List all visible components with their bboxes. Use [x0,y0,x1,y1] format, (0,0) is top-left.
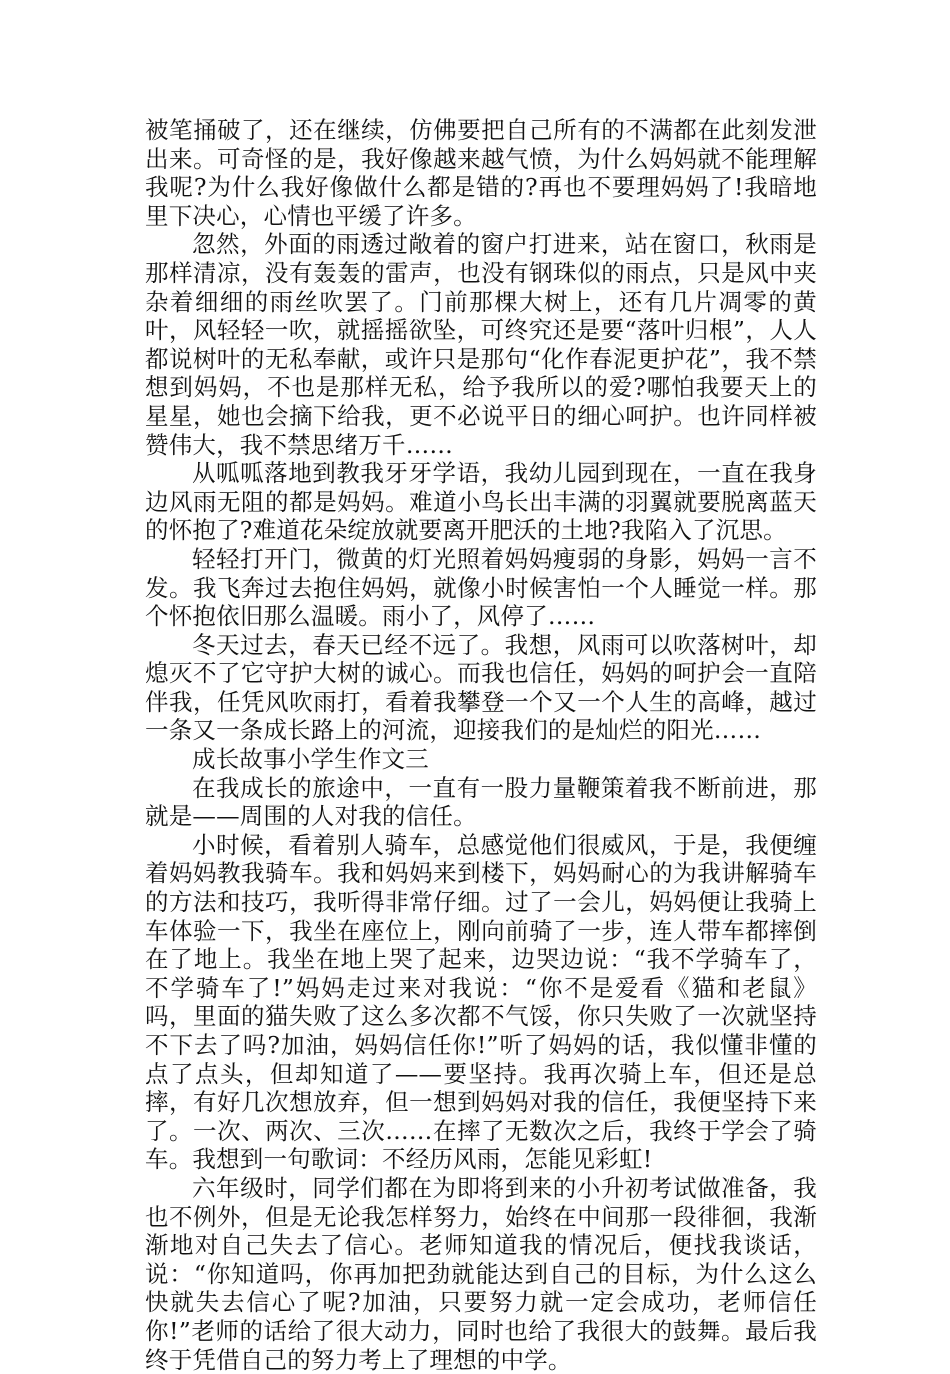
paragraph-2: 忽然，外面的雨透过敞着的窗户打进来，站在窗口，秋雨是那样清凉，没有轰轰的雷声，也没有钢珠似的雨点，只是风中夹杂着细细的雨丝吹罢了。门前那棵大树上，还有几片凋零的黄叶，风轻轻一吹，就摇摇欲坠，可终究还是要“落叶归根”，人人都说树叶的无私奉献，或许只是那句“化作春泥更护花”，我不禁想到妈妈，不也是那样无私，给予我所以的爱?哪怕我要天上的星星，她也会摘下给我，更不必说平日的细心呵护。也许同样被赞伟大，我不禁思绪万千…… [145,230,817,459]
paragraph-1: 被笔捅破了，还在继续，仿佛要把自己所有的不满都在此刻发泄出来。可奇怪的是，我好像越来越气愤，为什么妈妈就不能理解我呢?为什么我好像做什么都是错的?再也不要理妈妈了!我暗地里下决心，心情也平缓了许多。 [145,116,817,230]
paragraph-8: 六年级时，同学们都在为即将到来的小升初考试做准备，我也不例外，但是无论我怎样努力，始终在中间那一段徘徊，我渐渐地对自己失去了信心。老师知道我的情况后，便找我谈话，说：“你知道吗，你再加把劲就能达到自己的目标，为什么这么快就失去信心了呢?加油，只要努力就一定会成功，老师信任你!”老师的话给了很大动力，同时也给了我很大的鼓舞。最后我终于凭借自己的努力考上了理想的中学。 [145,1173,817,1374]
paragraph-5: 冬天过去，春天已经不远了。我想，风雨可以吹落树叶，却熄灭不了它守护大树的诚心。而我也信任，妈妈的呵护会一直陪伴我，任凭风吹雨打，看着我攀登一个又一个人生的高峰，越过一条又一条成长路上的河流，迎接我们的是灿烂的阳光…… [145,630,817,745]
section-title: 成长故事小学生作文三 [192,745,429,774]
essay-body [145,116,817,1374]
paragraph-4: 轻轻打开门，微黄的灯光照着妈妈瘦弱的身影，妈妈一言不发。我飞奔过去抱住妈妈，就像小时候害怕一个人睡觉一样。那个怀抱依旧那么温暖。雨小了，风停了…… [145,544,817,631]
paragraph-3: 从呱呱落地到教我牙牙学语，我幼儿园到现在，一直在我身边风雨无阻的都是妈妈。难道小鸟长出丰满的羽翼就要脱离蓝天的怀抱了?难道花朵绽放就要离开肥沃的土地?我陷入了沉思。 [145,459,817,545]
paragraph-7: 小时候，看着别人骑车，总感觉他们很威风，于是，我便缠着妈妈教我骑车。我和妈妈来到楼下，妈妈耐心的为我讲解骑车的方法和技巧，我听得非常仔细。过了一会儿，妈妈便让我骑上车体验一下，我坐在座位上，刚向前骑了一步，连人带车都摔倒在了地上。我坐在地上哭了起来，边哭边说：“我不学骑车了，不学骑车了!”妈妈走过来对我说：“你不是爱看《猫和老鼠》吗，里面的猫失败了这么多次都不气馁，你只失败了一次就坚持不下去了吗?加油，妈妈信任你!”听了妈妈的话，我似懂非懂的点了点头，但却知道了——要坚持。我再次骑上车，但还是总摔，有好几次想放弃，但一想到妈妈对我的信任，我便坚持下来了。一次、两次、三次……在摔了无数次之后，我终于学会了骑车。我想到一句歌词：不经历风雨，怎能见彩虹! [145,830,817,1174]
paragraph-6: 在我成长的旅途中，一直有一股力量鞭策着我不断前进，那就是——周围的人对我的信任。 [145,773,817,831]
